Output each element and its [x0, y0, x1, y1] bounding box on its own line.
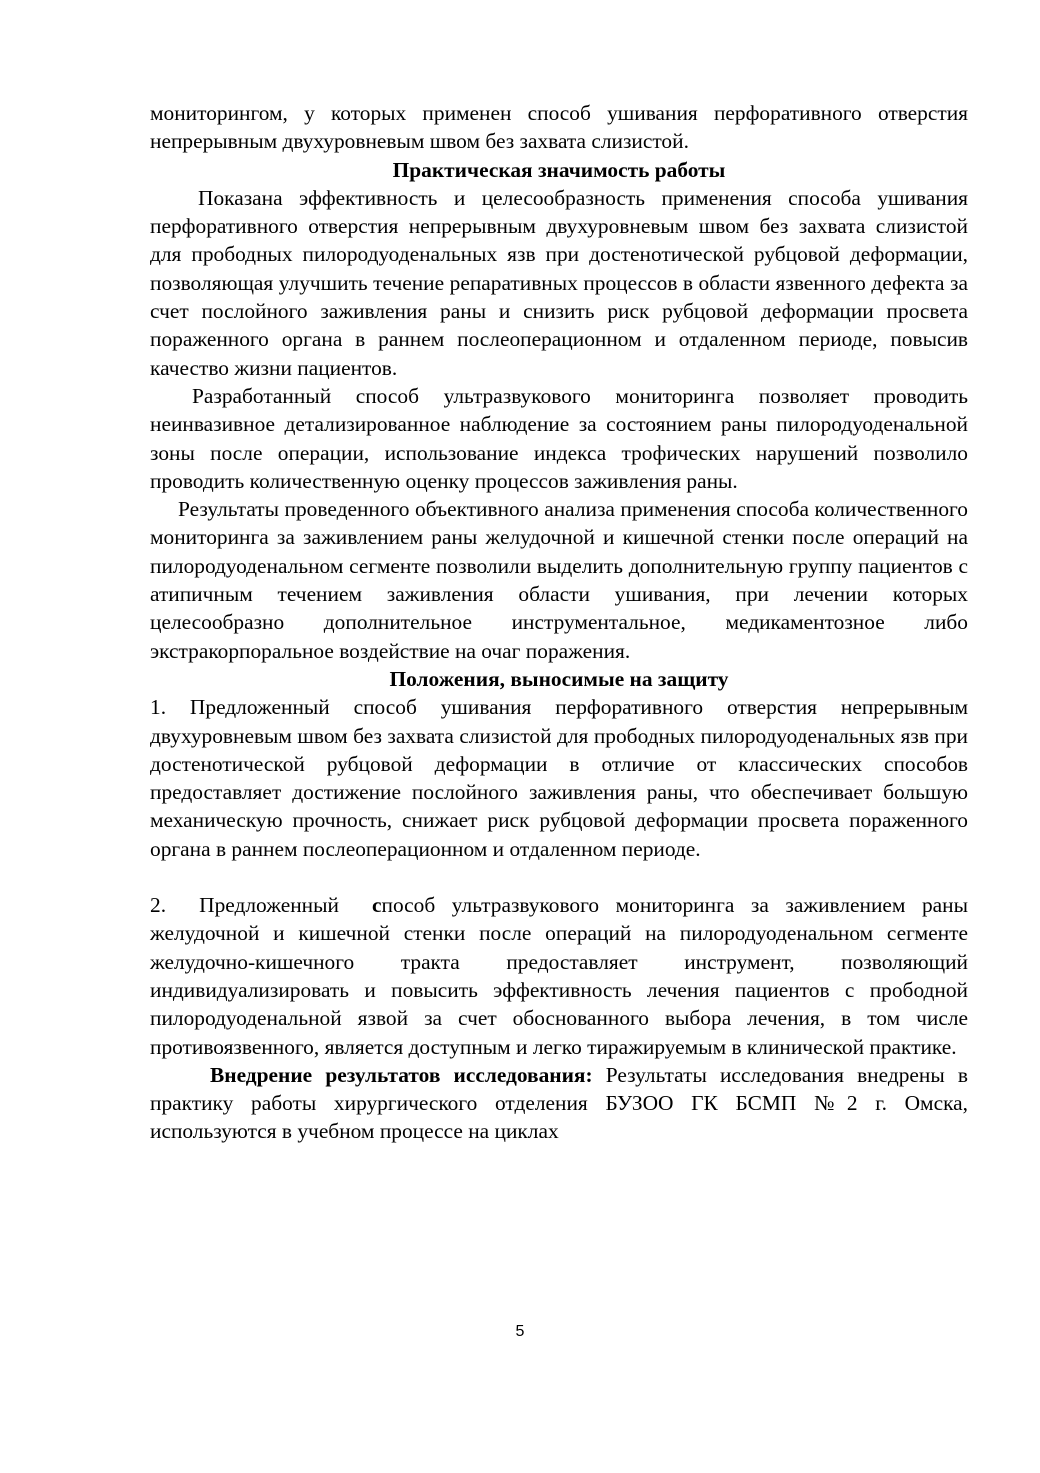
- paragraph-continuation: мониторингом, у которых применен способ ушивания перфоративного отверстия непрерывным двухуровневым швом без захвата слизистой.: [150, 101, 968, 154]
- paragraph-practical-1: Показана эффективность и целесообразность применения способа ушивания перфоративного отверстия непрерывным двухуровневым швом без захвата слизистой для прободных пилородуоденальных язв при достенотической рубцовой деформации, позволяющая улучшить течение репаративных процессов в области язвенного дефекта за счет послойного заживления раны и снизить риск рубцовой деформации просвета пораженного органа в раннем послеоперационном и отдаленном периоде, повысив качество жизни пациентов.: [150, 185, 968, 380]
- heading-practical-significance: Практическая значимость работы: [392, 157, 726, 182]
- paragraph-practical-2: Разработанный способ ультразвукового мониторинга позволяет проводить неинвазивное детализированное наблюдение за состоянием раны пилородуоденальной зоны после операции, использование индекса трофических нарушений позволило проводить количественную оценку процессов заживления раны.: [150, 383, 968, 493]
- defense-provision-2-text: пособ ультразвукового мониторинга за заживлением раны желудочной и кишечной стенки после операций на пилородуоденальном сегменте желудочно-кишечного тракта предоставляет инструмент, позволяющий индивидуализировать и повысить эффективность лечения пациентов с прободной пилородуоденальной язвой за счет обоснованного выбора лечения, в том числе противоязвенного, является доступным и легко тиражируемым в клинической практике.: [150, 893, 968, 1059]
- page-number: 5: [515, 1323, 525, 1340]
- paragraph-implementation: [150, 1061, 968, 1146]
- defense-provision-2-bold-letter: с: [372, 893, 382, 918]
- document-page: [150, 99, 968, 1146]
- heading-defense-provisions: Положения, выносимые на защиту: [389, 666, 729, 691]
- defense-provision-2-prefix: 2. Предложенный: [150, 893, 372, 918]
- implementation-label: Внедрение результатов исследования:: [210, 1062, 593, 1087]
- implementation-text: Результаты исследования внедрены в практику работы хирургического отделения БУЗОО ГК БСМП №2 г. Омска, используются в учебном процессе на циклах: [150, 1062, 968, 1144]
- paragraph-practical-3: Результаты проведенного объективного анализа применения способа количественного мониторинга за заживлением раны желудочной и кишечной стенки после операций на пилородуоденальном сегменте позволили выделить дополнительную группу пациентов с атипичным течением заживления области ушивания, при лечении которых целесообразно дополнительное инструментальное, медикаментозное либо экстракорпоральное воздействие на очаг поражения.: [150, 497, 968, 663]
- defense-provision-1: 1. Предложенный способ ушивания перфоративного отверстия непрерывным двухуровневым швом без захвата слизистой для прободных пилородуоденальных язв при достенотической рубцовой деформации в отличие от классических способов предоставляет достижение послойного заживления раны, что обеспечивает большую механическую прочность, снижает риск рубцовой деформации просвета пораженного органа в раннем послеоперационном и отдаленном периоде.: [150, 695, 968, 861]
- defense-provision-2: [150, 891, 968, 1061]
